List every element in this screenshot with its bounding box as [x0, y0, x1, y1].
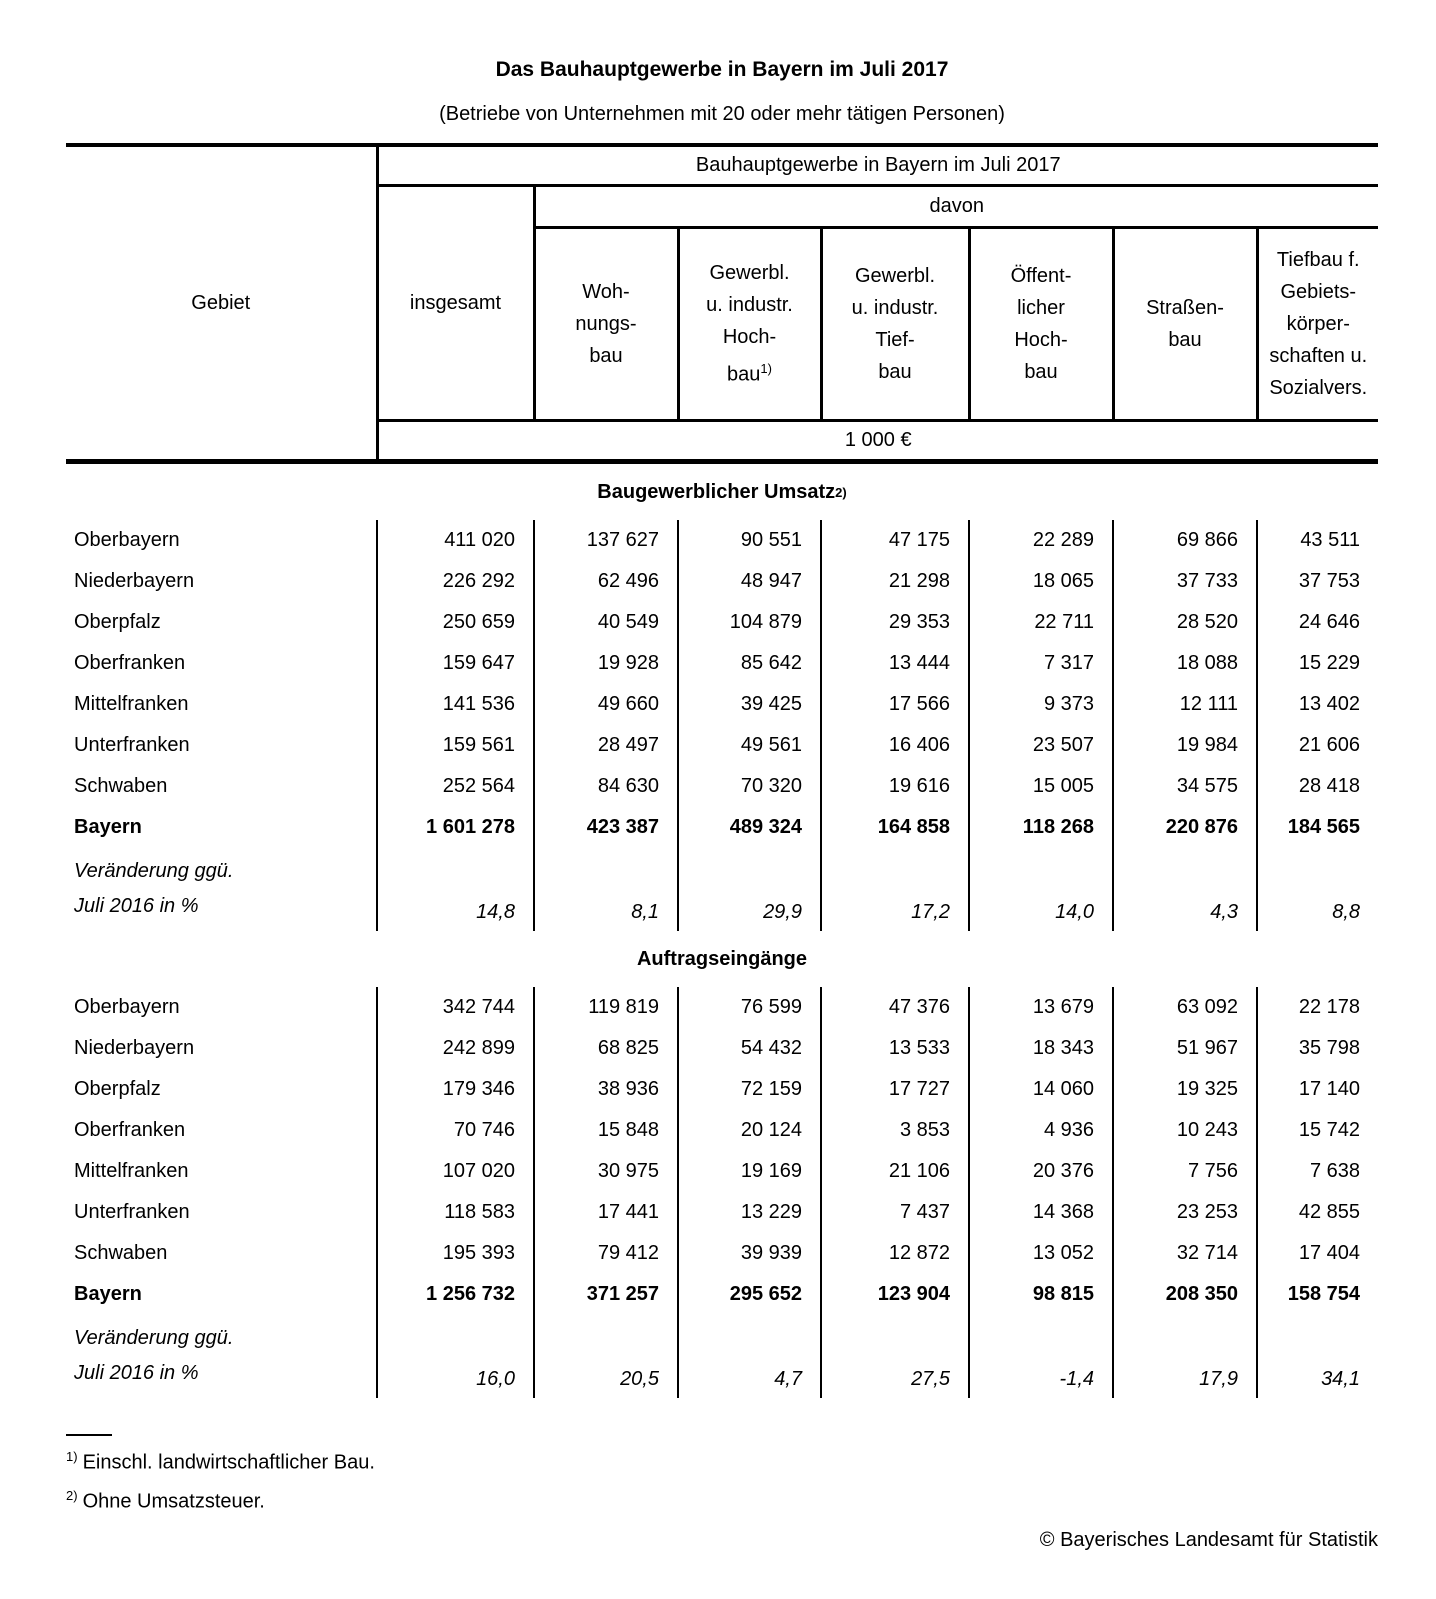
table-row: [66, 643, 1378, 684]
value-cell: 1 601 278: [377, 807, 534, 848]
value-cell: 43 511: [1300, 529, 1360, 551]
value-cell: 15 229: [1298, 652, 1360, 674]
col-header-strassenbau: Straßen- bau: [1113, 228, 1257, 421]
value-cell: 141 536: [377, 684, 534, 725]
col-header-insgesamt: insgesamt: [377, 186, 534, 421]
value-cell: 28 497: [534, 725, 678, 766]
value-cell: 208 350: [1113, 1274, 1257, 1315]
table-row: [66, 725, 1378, 766]
col-header-gebiet: Gebiet: [66, 145, 377, 462]
value-cell: 17,2: [821, 848, 969, 931]
value-cell: 68 825: [534, 1028, 678, 1069]
row-label: Mittelfranken: [66, 684, 377, 725]
row-label: Unterfranken: [66, 725, 377, 766]
value-cell: 21 106: [821, 1151, 969, 1192]
page-title: Das Bauhauptgewerbe in Bayern im Juli 2017: [495, 58, 949, 81]
value-cell: 411 020: [377, 520, 534, 561]
row-label: Niederbayern: [66, 561, 377, 602]
table-group-title: Bauhauptgewerbe in Bayern im Juli 2017: [377, 145, 1378, 186]
col-header-gewerblicher-hochbau: Gewerbl. u. industr. Hoch- bau$^{1)}$: [678, 228, 821, 421]
value-cell: 48 947: [678, 561, 821, 602]
value-cell: 42 855: [1298, 1201, 1360, 1223]
value-cell: 70 746: [377, 1110, 534, 1151]
value-cell: 35 798: [1298, 1037, 1360, 1059]
value-cell: 18 343: [969, 1028, 1113, 1069]
row-label: Bayern: [66, 1274, 377, 1315]
value-cell: 295 652: [678, 1274, 821, 1315]
table-umsatz: [66, 520, 1378, 931]
value-cell: 29,9: [678, 848, 821, 931]
value-cell: 252 564: [377, 766, 534, 807]
value-cell: 62 496: [534, 561, 678, 602]
col-header-gewerblicher-tiefbau: Gewerbl. u. industr. Tief- bau: [821, 228, 969, 421]
table-header: [66, 143, 1378, 464]
row-label: Oberpfalz: [66, 602, 377, 643]
value-cell: 63 092: [1113, 987, 1257, 1028]
value-cell: 79 412: [534, 1233, 678, 1274]
value-cell: 90 551: [678, 520, 821, 561]
value-cell: 49 561: [678, 725, 821, 766]
section-title-auftragseingaenge: Auftragseingänge: [636, 947, 808, 970]
value-cell: 37 733: [1113, 561, 1257, 602]
row-label: Schwaben: [66, 766, 377, 807]
total-row: [66, 1274, 1378, 1315]
document-page: [66, 0, 1378, 1552]
table-row: [66, 1110, 1378, 1151]
page-subtitle: (Betriebe von Unternehmen mit 20 oder mehr tätigen Personen): [439, 103, 1005, 125]
value-cell: 137 627: [534, 520, 678, 561]
table-row: [66, 1028, 1378, 1069]
row-label: Veränderung ggü. Juli 2016 in %: [66, 848, 377, 931]
table-row: [66, 1233, 1378, 1274]
value-cell: 19 928: [534, 643, 678, 684]
value-cell: 342 744: [377, 987, 534, 1028]
value-cell: 195 393: [377, 1233, 534, 1274]
value-cell: 164 858: [821, 807, 969, 848]
value-cell: 72 159: [678, 1069, 821, 1110]
value-cell: 27,5: [821, 1315, 969, 1398]
value-cell: 119 819: [534, 987, 678, 1028]
footnote-marker: 1): [66, 1449, 78, 1464]
value-cell: 85 642: [678, 643, 821, 684]
value-cell: 14 060: [969, 1069, 1113, 1110]
value-cell: 250 659: [377, 602, 534, 643]
value-cell: 158 754: [1287, 1283, 1360, 1305]
value-cell: 20 124: [678, 1110, 821, 1151]
value-cell: 13 444: [821, 643, 969, 684]
value-cell: 8,8: [1332, 901, 1360, 923]
value-cell: 23 253: [1113, 1192, 1257, 1233]
value-cell: 47 376: [821, 987, 969, 1028]
value-cell: 20 376: [969, 1151, 1113, 1192]
value-cell: 30 975: [534, 1151, 678, 1192]
value-cell: 15 742: [1298, 1119, 1360, 1141]
value-cell: 19 325: [1113, 1069, 1257, 1110]
footnote-marker: 2): [66, 1487, 78, 1503]
col-header-oeffentlicher-hochbau: Öffent- licher Hoch- bau: [969, 228, 1113, 421]
value-cell: 7 756: [1113, 1151, 1257, 1192]
value-cell: 34 575: [1113, 766, 1257, 807]
value-cell: 22 711: [969, 602, 1113, 643]
value-cell: 34,1: [1321, 1368, 1360, 1390]
value-cell: 7 317: [969, 643, 1113, 684]
value-cell: 17 727: [821, 1069, 969, 1110]
value-cell: 28 520: [1113, 602, 1257, 643]
value-cell: 107 020: [377, 1151, 534, 1192]
table-row: [66, 520, 1378, 561]
table-row: [66, 561, 1378, 602]
value-cell: 423 387: [534, 807, 678, 848]
value-cell: 220 876: [1113, 807, 1257, 848]
value-cell: 13 679: [969, 987, 1113, 1028]
value-cell: -1,4: [969, 1315, 1113, 1398]
value-cell: 15 005: [969, 766, 1113, 807]
value-cell: 32 714: [1113, 1233, 1257, 1274]
value-cell: 69 866: [1113, 520, 1257, 561]
value-cell: 19 169: [678, 1151, 821, 1192]
value-cell: 159 647: [377, 643, 534, 684]
value-cell: 20,5: [534, 1315, 678, 1398]
col-header-wohnungsbau: Woh- nungs- bau: [534, 228, 678, 421]
value-cell: 18 065: [969, 561, 1113, 602]
row-label: Mittelfranken: [66, 1151, 377, 1192]
value-cell: 159 561: [377, 725, 534, 766]
value-cell: 29 353: [821, 602, 969, 643]
total-row: [66, 807, 1378, 848]
change-row: [66, 1315, 1378, 1398]
row-label: Oberpfalz: [66, 1069, 377, 1110]
value-cell: 10 243: [1113, 1110, 1257, 1151]
section-title-umsatz: Baugewerblicher Umsatz 2): [597, 480, 847, 503]
value-cell: 38 936: [534, 1069, 678, 1110]
value-cell: 489 324: [678, 807, 821, 848]
value-cell: 104 879: [678, 602, 821, 643]
value-cell: 17 566: [821, 684, 969, 725]
value-cell: 84 630: [534, 766, 678, 807]
table-row: [66, 602, 1378, 643]
value-cell: 7 638: [1309, 1160, 1360, 1182]
value-cell: 12 111: [1113, 684, 1257, 725]
value-cell: 179 346: [377, 1069, 534, 1110]
value-cell: 14 368: [969, 1192, 1113, 1233]
row-label: Unterfranken: [66, 1192, 377, 1233]
footnote-marker: 1): [760, 361, 772, 377]
value-cell: 4 936: [969, 1110, 1113, 1151]
value-cell: 371 257: [534, 1274, 678, 1315]
value-cell: 21 298: [821, 561, 969, 602]
table-auftragseingaenge: [66, 987, 1378, 1398]
value-cell: 39 939: [678, 1233, 821, 1274]
value-cell: 13 402: [1298, 693, 1360, 715]
value-cell: 22 178: [1298, 996, 1360, 1018]
value-cell: 49 660: [534, 684, 678, 725]
footnote: $^{1)}$ Einschl. landwirtschaftlicher Bau.: [66, 1449, 375, 1474]
value-cell: 16 406: [821, 725, 969, 766]
table-row: [66, 987, 1378, 1028]
row-label: Oberbayern: [66, 987, 377, 1028]
value-cell: 15 848: [534, 1110, 678, 1151]
table-row: [66, 1069, 1378, 1110]
row-label: Veränderung ggü. Juli 2016 in %: [66, 1315, 377, 1398]
value-cell: 118 583: [377, 1192, 534, 1233]
value-cell: 4,7: [678, 1315, 821, 1398]
value-cell: 39 425: [678, 684, 821, 725]
value-cell: 17,9: [1113, 1315, 1257, 1398]
table-row: [66, 766, 1378, 807]
value-cell: 118 268: [969, 807, 1113, 848]
value-cell: 13 229: [678, 1192, 821, 1233]
table-row: [66, 684, 1378, 725]
value-cell: 24 646: [1298, 611, 1360, 633]
value-cell: 7 437: [821, 1192, 969, 1233]
footnote-marker: 2): [835, 484, 847, 500]
value-cell: 17 404: [1298, 1242, 1360, 1264]
value-cell: 14,0: [969, 848, 1113, 931]
value-cell: 184 565: [1287, 816, 1360, 838]
value-cell: 98 815: [969, 1274, 1113, 1315]
row-label: Schwaben: [66, 1233, 377, 1274]
col-header-tiefbau-gebietskoerperschaften: Tiefbau f. Gebiets- körper- schaften u. Sozialvers.: [1257, 228, 1378, 421]
value-cell: 226 292: [377, 561, 534, 602]
row-label: Oberfranken: [66, 1110, 377, 1151]
value-cell: 47 175: [821, 520, 969, 561]
value-cell: 13 052: [969, 1233, 1113, 1274]
value-cell: 4,3: [1113, 848, 1257, 931]
row-label: Oberfranken: [66, 643, 377, 684]
table-row: [66, 1192, 1378, 1233]
value-cell: 3 853: [821, 1110, 969, 1151]
value-cell: 12 872: [821, 1233, 969, 1274]
row-label: Bayern: [66, 807, 377, 848]
row-label: Niederbayern: [66, 1028, 377, 1069]
value-cell: 9 373: [969, 684, 1113, 725]
value-cell: 14,8: [377, 848, 534, 931]
value-cell: 21 606: [1298, 734, 1360, 756]
value-cell: 1 256 732: [377, 1274, 534, 1315]
unit-row: 1 000 €: [844, 429, 912, 451]
value-cell: 51 967: [1113, 1028, 1257, 1069]
footnote: $^{2)}$ Ohne Umsatzsteuer.: [66, 1487, 265, 1513]
copyright: © Bayerisches Landesamt für Statistik: [1039, 1529, 1378, 1552]
value-cell: 37 753: [1298, 570, 1360, 592]
value-cell: 16,0: [377, 1315, 534, 1398]
row-label: Oberbayern: [66, 520, 377, 561]
value-cell: 19 616: [821, 766, 969, 807]
value-cell: 22 289: [969, 520, 1113, 561]
value-cell: 19 984: [1113, 725, 1257, 766]
value-cell: 54 432: [678, 1028, 821, 1069]
value-cell: 23 507: [969, 725, 1113, 766]
footnote-rule: [66, 1434, 112, 1436]
value-cell: 242 899: [377, 1028, 534, 1069]
value-cell: 28 418: [1298, 775, 1360, 797]
value-cell: 70 320: [678, 766, 821, 807]
value-cell: 13 533: [821, 1028, 969, 1069]
table-row: [66, 1151, 1378, 1192]
value-cell: 123 904: [821, 1274, 969, 1315]
value-cell: 8,1: [534, 848, 678, 931]
value-cell: 17 140: [1298, 1078, 1360, 1100]
value-cell: 18 088: [1113, 643, 1257, 684]
value-cell: 76 599: [678, 987, 821, 1028]
change-row: [66, 848, 1378, 931]
col-header-davon: davon: [534, 186, 1378, 228]
value-cell: 17 441: [534, 1192, 678, 1233]
value-cell: 40 549: [534, 602, 678, 643]
